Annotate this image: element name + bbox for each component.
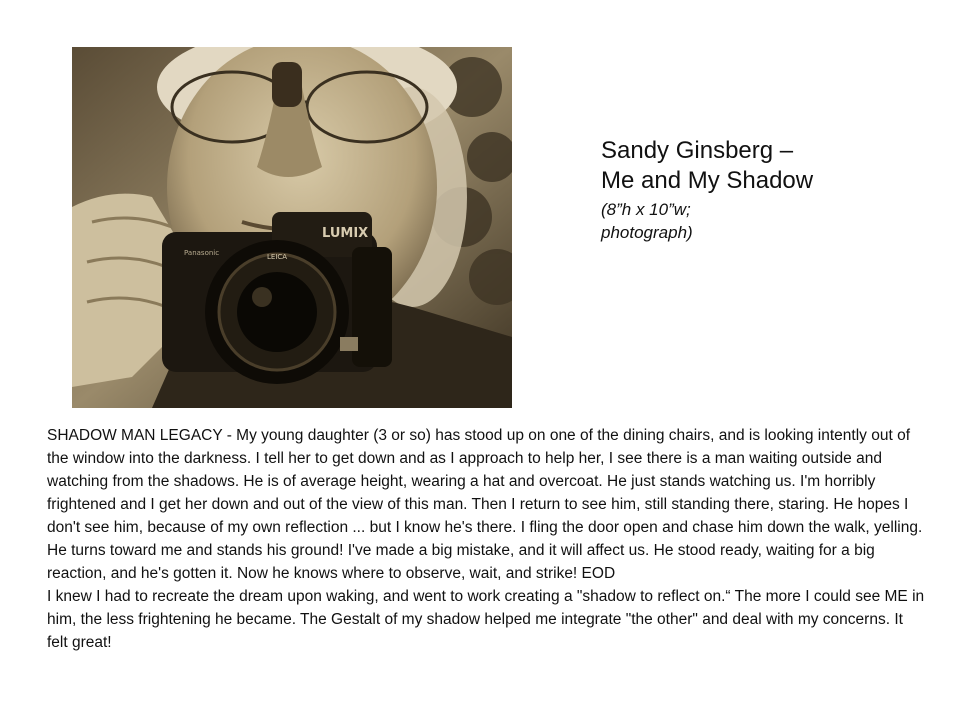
dream-description: SHADOW MAN LEGACY - My young daughter (3 or so) has stood up on one of the dining chairs, and is looking intently out of the window into the darkness. I tell her to get down and as I approach to help her, I see there is a man waiting outside and watching from the shadows. He is of average height, wearing a hat and overcoat. He just stands watching us. I'm horribly frightened and I get her down and out of the view of this man. Then I return to see him, still standing there, staring. He hopes I don't see him, because of my own reflection ... but I know he's there. I fling the door open and chase him down the walk, yelling. He turns toward me and stands his ground! I've made a big mistake, and it will affect us. He stood ready, waiting for a big reaction, and he's gotten it. Now he knows where to observe, wait, and strike! EOD <box>47 427 923 582</box>
lens-brand-label: LEICA <box>267 253 288 261</box>
self-portrait-image <box>72 47 512 408</box>
camera-brand-label: LUMIX <box>322 226 369 241</box>
artwork-photograph <box>72 47 512 408</box>
artist-name: Sandy Ginsberg – <box>601 137 794 164</box>
maker-label: Panasonic <box>184 249 220 257</box>
artist-statement <box>47 424 927 654</box>
artwork-caption <box>601 136 921 244</box>
artwork-title: Me and My Shadow <box>601 167 814 194</box>
artwork-dimensions: (8”h x 10”w; <box>601 200 691 219</box>
artwork-medium: photograph) <box>601 223 693 242</box>
artwork-details <box>601 198 921 244</box>
reflection-paragraph: I knew I had to recreate the dream upon waking, and went to work creating a "shadow to reflect on.“ The more I could see ME in him, the less frightening he became. The Gestalt of my shadow helped me integrate "the other" and deal with my concerns. It felt great! <box>47 588 925 651</box>
